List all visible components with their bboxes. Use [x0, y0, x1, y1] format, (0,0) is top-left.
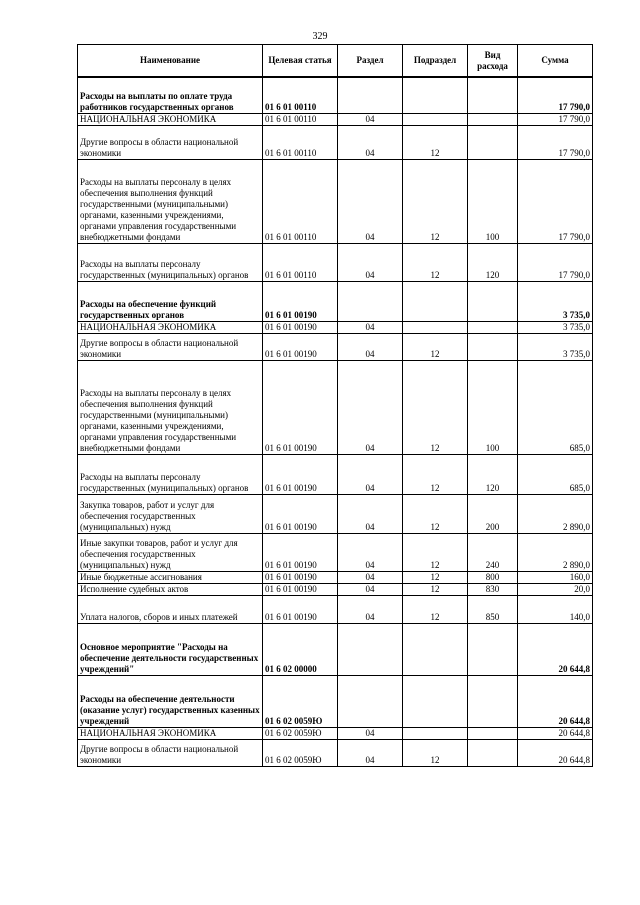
cell-type	[468, 321, 518, 333]
cell-type	[468, 623, 518, 675]
cell-code: 01 6 01 00190	[263, 321, 338, 333]
cell-type: 830	[468, 583, 518, 595]
cell-sum: 685,0	[518, 360, 593, 454]
cell-type	[468, 125, 518, 159]
table-row	[78, 595, 593, 623]
table-row	[78, 159, 593, 243]
cell-section	[338, 77, 403, 113]
cell-code: 01 6 01 00190	[263, 281, 338, 321]
cell-name: Расходы на обеспечение функций государственных органов	[78, 281, 263, 321]
cell-code: 01 6 01 00110	[263, 159, 338, 243]
cell-sum: 20 644,8	[518, 623, 593, 675]
cell-code: 01 6 01 00190	[263, 595, 338, 623]
cell-type	[468, 675, 518, 727]
page-number: 329	[312, 31, 328, 42]
cell-section: 04	[338, 739, 403, 766]
cell-name: Другие вопросы в области национальной экономики	[78, 125, 263, 159]
cell-type	[468, 77, 518, 113]
cell-code: 01 6 02 0059Ю	[263, 739, 338, 766]
cell-type: 100	[468, 159, 518, 243]
cell-subsection	[403, 281, 468, 321]
cell-sum: 17 790,0	[518, 125, 593, 159]
cell-section: 04	[338, 533, 403, 571]
cell-sum: 17 790,0	[518, 159, 593, 243]
cell-sum: 20,0	[518, 583, 593, 595]
cell-sum: 17 790,0	[518, 243, 593, 281]
cell-code: 01 6 01 00110	[263, 113, 338, 125]
cell-section: 04	[338, 494, 403, 533]
cell-name: Другие вопросы в области национальной экономики	[78, 333, 263, 360]
cell-name: Другие вопросы в области национальной экономики	[78, 739, 263, 766]
cell-name: Исполнение судебных актов	[78, 583, 263, 595]
table-header-row	[78, 45, 593, 78]
cell-section: 04	[338, 454, 403, 494]
cell-name: НАЦИОНАЛЬНАЯ ЭКОНОМИКА	[78, 113, 263, 125]
table-row	[78, 360, 593, 454]
cell-name: Основное мероприятие "Расходы на обеспечение деятельности государственных учреждений"	[78, 623, 263, 675]
header-subsection: Подраздел	[403, 45, 468, 78]
cell-sum: 3 735,0	[518, 333, 593, 360]
cell-sum: 3 735,0	[518, 321, 593, 333]
cell-section: 04	[338, 571, 403, 583]
table-row	[78, 333, 593, 360]
cell-sum: 160,0	[518, 571, 593, 583]
cell-section: 04	[338, 159, 403, 243]
table-row	[78, 739, 593, 766]
cell-subsection: 12	[403, 533, 468, 571]
cell-subsection: 12	[403, 494, 468, 533]
cell-subsection	[403, 113, 468, 125]
cell-section: 04	[338, 333, 403, 360]
table-row	[78, 77, 593, 113]
header-sum: Сумма	[518, 45, 593, 78]
cell-type	[468, 281, 518, 321]
table-row	[78, 113, 593, 125]
cell-type: 800	[468, 571, 518, 583]
cell-code: 01 6 01 00190	[263, 333, 338, 360]
cell-code: 01 6 02 00000	[263, 623, 338, 675]
cell-name: Расходы на обеспечение деятельности (оказание услуг) государственных казенных учреждений	[78, 675, 263, 727]
cell-name: Расходы на выплаты персоналу в целях обеспечения выполнения функций государственными (муниципальными) органами, казенными учреждениями, органами управления государственными внебюджетными фондами	[78, 360, 263, 454]
cell-code: 01 6 01 00110	[263, 77, 338, 113]
cell-subsection: 12	[403, 454, 468, 494]
cell-section: 04	[338, 113, 403, 125]
cell-subsection	[403, 675, 468, 727]
table-body	[78, 77, 593, 766]
cell-name: Расходы на выплаты по оплате труда работников государственных органов	[78, 77, 263, 113]
cell-subsection	[403, 321, 468, 333]
cell-name: Уплата налогов, сборов и иных платежей	[78, 595, 263, 623]
cell-sum: 20 644,8	[518, 675, 593, 727]
cell-section: 04	[338, 727, 403, 739]
cell-name: Расходы на выплаты персоналу государственных (муниципальных) органов	[78, 243, 263, 281]
cell-sum: 2 890,0	[518, 533, 593, 571]
cell-subsection	[403, 623, 468, 675]
cell-section: 04	[338, 595, 403, 623]
cell-type: 240	[468, 533, 518, 571]
cell-type	[468, 727, 518, 739]
table-row	[78, 727, 593, 739]
header-section: Раздел	[338, 45, 403, 78]
cell-section: 04	[338, 125, 403, 159]
table-row	[78, 583, 593, 595]
cell-sum: 140,0	[518, 595, 593, 623]
cell-name: Закупка товаров, работ и услуг для обеспечения государственных (муниципальных) нужд	[78, 494, 263, 533]
cell-sum: 2 890,0	[518, 494, 593, 533]
cell-type	[468, 113, 518, 125]
cell-type: 100	[468, 360, 518, 454]
cell-type	[468, 739, 518, 766]
cell-subsection: 12	[403, 360, 468, 454]
table-row	[78, 675, 593, 727]
cell-type: 200	[468, 494, 518, 533]
cell-code: 01 6 01 00110	[263, 243, 338, 281]
cell-code: 01 6 01 00110	[263, 125, 338, 159]
cell-section	[338, 675, 403, 727]
cell-code: 01 6 01 00190	[263, 571, 338, 583]
cell-subsection: 12	[403, 583, 468, 595]
cell-type: 850	[468, 595, 518, 623]
cell-subsection: 12	[403, 333, 468, 360]
cell-sum: 20 644,8	[518, 739, 593, 766]
cell-section	[338, 281, 403, 321]
header-code: Целевая статья	[263, 45, 338, 78]
table-row	[78, 533, 593, 571]
cell-sum: 20 644,8	[518, 727, 593, 739]
table-row	[78, 494, 593, 533]
cell-code: 01 6 01 00190	[263, 360, 338, 454]
table-row	[78, 623, 593, 675]
cell-name: Иные закупки товаров, работ и услуг для обеспечения государственных (муниципальных) нужд	[78, 533, 263, 571]
cell-sum: 17 790,0	[518, 77, 593, 113]
cell-type: 120	[468, 454, 518, 494]
cell-subsection: 12	[403, 125, 468, 159]
cell-sum: 17 790,0	[518, 113, 593, 125]
cell-code: 01 6 02 0059Ю	[263, 727, 338, 739]
cell-subsection: 12	[403, 159, 468, 243]
cell-code: 01 6 01 00190	[263, 533, 338, 571]
budget-table	[77, 44, 593, 767]
table-row	[78, 571, 593, 583]
cell-subsection	[403, 727, 468, 739]
header-name: Наименование	[78, 45, 263, 78]
cell-subsection: 12	[403, 243, 468, 281]
cell-code: 01 6 01 00190	[263, 583, 338, 595]
header-type: Вид расхода	[468, 45, 518, 78]
table-row	[78, 454, 593, 494]
table-row	[78, 125, 593, 159]
cell-section: 04	[338, 321, 403, 333]
cell-subsection: 12	[403, 571, 468, 583]
cell-section: 04	[338, 583, 403, 595]
cell-code: 01 6 02 0059Ю	[263, 675, 338, 727]
cell-subsection: 12	[403, 739, 468, 766]
cell-name: Расходы на выплаты персоналу в целях обеспечения выполнения функций государственными (муниципальными) органами, казенными учреждениями, органами управления государственными внебюджетными фондами	[78, 159, 263, 243]
table-row	[78, 243, 593, 281]
table-row	[78, 281, 593, 321]
cell-name: НАЦИОНАЛЬНАЯ ЭКОНОМИКА	[78, 321, 263, 333]
cell-name: Расходы на выплаты персоналу государственных (муниципальных) органов	[78, 454, 263, 494]
cell-code: 01 6 01 00190	[263, 454, 338, 494]
cell-type	[468, 333, 518, 360]
cell-sum: 3 735,0	[518, 281, 593, 321]
cell-code: 01 6 01 00190	[263, 494, 338, 533]
cell-name: НАЦИОНАЛЬНАЯ ЭКОНОМИКА	[78, 727, 263, 739]
cell-subsection	[403, 77, 468, 113]
cell-type: 120	[468, 243, 518, 281]
table-row	[78, 321, 593, 333]
cell-section	[338, 623, 403, 675]
cell-section: 04	[338, 360, 403, 454]
cell-sum: 685,0	[518, 454, 593, 494]
cell-name: Иные бюджетные ассигнования	[78, 571, 263, 583]
cell-subsection: 12	[403, 595, 468, 623]
cell-section: 04	[338, 243, 403, 281]
